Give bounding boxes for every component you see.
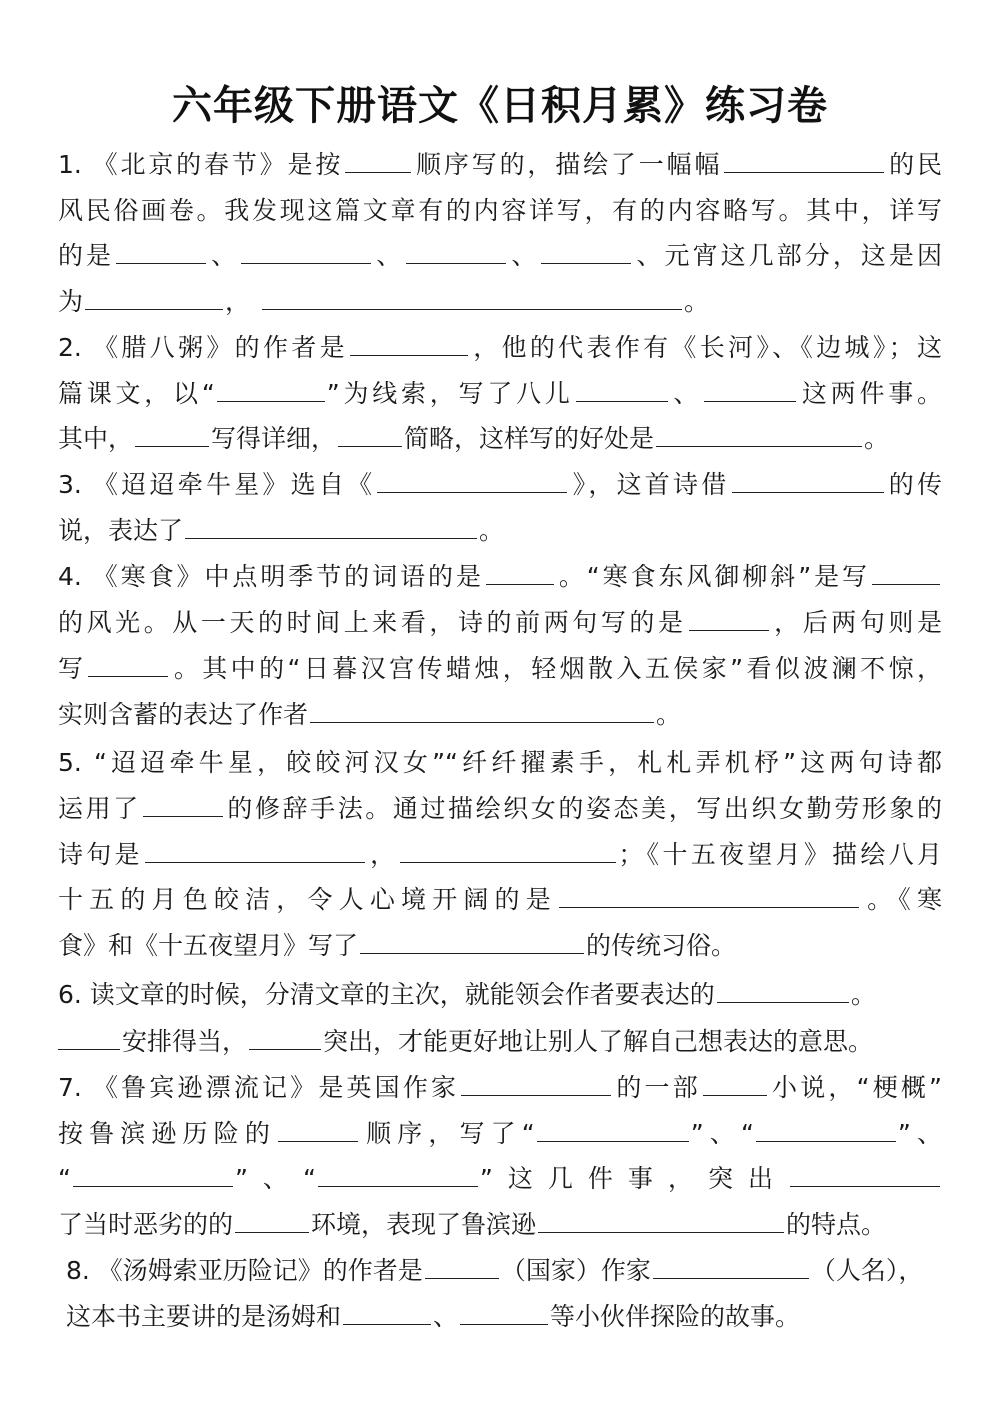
q7-line-4 [58, 1205, 942, 1245]
q8-line-1 [66, 1251, 942, 1291]
q5-line-4 [58, 880, 942, 920]
answer-blank[interactable] [310, 696, 654, 723]
text: 小说，“梗概” [768, 1073, 942, 1102]
text: 3. 《迢迢牵牛星》选自《 [58, 470, 376, 499]
text: 篇课文，以“ [58, 379, 215, 408]
answer-blank[interactable] [704, 375, 796, 402]
text: 5. “迢迢牵牛星，皎皎河汉女”“纤纤擢素手，札札弄机杼”这两句诗都 [58, 748, 942, 777]
q8-line-2 [66, 1297, 942, 1337]
answer-blank[interactable] [703, 1069, 767, 1096]
answer-blank[interactable] [576, 375, 668, 402]
answer-blank[interactable] [460, 1298, 548, 1325]
text: 为 [58, 287, 84, 316]
text: 这本书主要讲的是汤姆和 [66, 1302, 342, 1331]
answer-blank[interactable] [486, 558, 554, 585]
text: 的一部 [613, 1073, 701, 1102]
q6-line-2 [58, 1022, 942, 1062]
answer-blank[interactable] [717, 976, 849, 1003]
text: 。 [479, 516, 505, 545]
answer-blank[interactable] [541, 237, 631, 264]
answer-blank[interactable] [790, 1160, 940, 1187]
answer-blank[interactable] [88, 650, 168, 677]
text: 了当时恶劣的的 [58, 1210, 234, 1239]
q2-line-1 [58, 328, 942, 368]
q4-line-2 [58, 603, 942, 643]
text: ；《十五夜望月》描绘八月 [618, 840, 942, 869]
q3-line-2 [58, 511, 942, 551]
page-title: 六年级下册语文《日积月累》练习卷 [172, 83, 828, 129]
answer-blank[interactable] [345, 146, 411, 173]
answer-blank[interactable] [732, 466, 884, 493]
answer-blank[interactable] [145, 836, 365, 863]
text: 的传 [885, 470, 942, 499]
text: 食》和《十五夜望月》写了 [58, 931, 359, 960]
text: （人名）， [810, 1256, 924, 1285]
answer-blank[interactable] [377, 466, 567, 493]
answer-blank[interactable] [653, 1252, 809, 1279]
q5-line-2 [58, 789, 942, 829]
text: 说，表达了 [58, 516, 184, 545]
answer-blank[interactable] [235, 1206, 309, 1233]
text: 2. 《腊八粥》的作者是 [58, 333, 348, 362]
answer-blank[interactable] [278, 1115, 358, 1142]
answer-blank[interactable] [689, 604, 769, 631]
answer-blank[interactable] [185, 512, 477, 539]
text: 实则含蓄的表达了作者 [58, 700, 309, 729]
text: 的修辞手法。通过描绘织女的姿态美，写出织女勤劳形象的 [224, 794, 942, 823]
answer-blank[interactable] [249, 1023, 321, 1050]
text: 风民俗画卷。我发现这篇文章有的内容详写，有的内容略写。其中，详写 [58, 196, 942, 225]
answer-blank[interactable] [559, 881, 859, 908]
text: 、 [669, 379, 703, 408]
text: 。 [850, 980, 876, 1009]
text: 环境，表现了鲁滨逊 [311, 1210, 537, 1239]
q3-line-1 [58, 465, 942, 505]
text: 这两件事。 [798, 379, 942, 408]
text: ， [366, 840, 399, 869]
text: 顺序写的，描绘了一幅幅 [413, 150, 723, 179]
text: 十五的月色皎洁，令人心境开阔的是 [58, 885, 557, 914]
text: ，他的代表作有《长河》、《边城》；这 [469, 333, 942, 362]
answer-blank[interactable] [85, 283, 223, 310]
answer-blank[interactable] [73, 1160, 233, 1187]
text: 。其中的“日暮汉宫传蜡烛，轻烟散入五侯家”看似波澜不惊， [170, 654, 942, 683]
q7-line-3 [58, 1159, 942, 1199]
text: ， [225, 287, 251, 316]
answer-blank[interactable] [241, 237, 371, 264]
text: 写 [58, 654, 87, 683]
answer-blank[interactable] [360, 927, 584, 954]
answer-blank[interactable] [872, 558, 940, 585]
text: 简略，这样写的好处是 [404, 424, 655, 453]
text: ”、“ [234, 1164, 316, 1193]
answer-blank[interactable] [58, 1023, 120, 1050]
answer-blank[interactable] [756, 1115, 896, 1142]
q1-line-3 [58, 236, 942, 276]
text: 。“寒食东风御柳斜”是写 [555, 562, 870, 591]
text: 的民 [886, 150, 942, 179]
text: 的风光。从一天的时间上来看，诗的前两句写的是 [58, 608, 687, 637]
q7-line-2 [58, 1114, 942, 1154]
text: ”这几件事，突出 [479, 1164, 789, 1193]
answer-blank[interactable] [400, 836, 616, 863]
text: 顺序，写了“ [359, 1119, 535, 1148]
text: 其中， [58, 424, 134, 453]
q2-line-2 [58, 374, 942, 414]
text: 、元宵这几部分，这是因 [633, 241, 942, 270]
text: 8. 《汤姆索亚历险记》的作者是 [66, 1256, 423, 1285]
text: 、 [373, 241, 405, 270]
text: （国家）作家 [500, 1256, 651, 1285]
text: ”为线索，写了八儿 [326, 379, 574, 408]
answer-blank[interactable] [656, 420, 862, 447]
text: ”、 [897, 1119, 943, 1148]
text: 突出，才能更好地让别人了解自己想表达的意思。 [323, 1027, 874, 1056]
text: 、 [208, 241, 240, 270]
text: 。《寒 [860, 885, 942, 914]
answer-blank[interactable] [318, 1160, 478, 1187]
q2-line-3 [58, 419, 942, 459]
q6-line-1 [58, 975, 942, 1015]
answer-blank[interactable] [537, 1115, 689, 1142]
answer-blank[interactable] [116, 237, 206, 264]
text: 诗句是 [58, 840, 143, 869]
q5-line-5 [58, 926, 942, 966]
text: 的传统习俗。 [586, 931, 737, 960]
answer-blank[interactable] [538, 1206, 784, 1233]
text: 4. 《寒食》中点明季节的词语的是 [58, 562, 484, 591]
q4-line-1 [58, 557, 942, 597]
text: 6. 读文章的时候，分清文章的主次，就能领会作者要表达的 [58, 980, 715, 1009]
text: 。 [864, 424, 890, 453]
text: 》，这首诗借 [569, 470, 730, 499]
q4-line-4 [58, 695, 942, 735]
text: 、 [508, 241, 540, 270]
text: “ [58, 1164, 71, 1193]
answer-blank[interactable] [338, 420, 402, 447]
q4-line-3 [58, 649, 942, 689]
text: 1. 《北京的春节》是按 [58, 150, 344, 179]
answer-blank[interactable] [143, 790, 223, 817]
text: 写得详细， [211, 424, 337, 453]
q1-line-1 [58, 145, 942, 185]
answer-blank[interactable] [343, 1298, 431, 1325]
answer-blank[interactable] [350, 329, 468, 356]
q1-line-2 [58, 191, 942, 231]
text: ，后两句则是 [770, 608, 942, 637]
text: 等小伙伴探险的故事。 [550, 1302, 801, 1331]
text: 安排得当， [122, 1027, 248, 1056]
text: 按鲁滨逊历险的 [58, 1119, 276, 1148]
text: 7. 《鲁宾逊漂流记》是英国作家 [58, 1073, 460, 1102]
answer-blank[interactable] [135, 420, 209, 447]
answer-blank[interactable] [461, 1069, 611, 1096]
text: 的特点。 [786, 1210, 887, 1239]
answer-blank[interactable] [406, 237, 506, 264]
text: ”、“ [690, 1119, 754, 1148]
answer-blank[interactable] [262, 283, 682, 310]
answer-blank[interactable] [724, 146, 884, 173]
text: 的是 [58, 241, 115, 270]
q5-line-1 [58, 743, 942, 783]
answer-blank[interactable] [425, 1252, 499, 1279]
text: 。 [684, 287, 710, 316]
q5-line-3 [58, 835, 942, 875]
text: 。 [656, 700, 682, 729]
text: 、 [433, 1302, 459, 1331]
answer-blank[interactable] [217, 375, 325, 402]
text: 运用了 [58, 794, 141, 823]
q7-line-1 [58, 1068, 942, 1108]
q1-line-4 [58, 282, 942, 322]
